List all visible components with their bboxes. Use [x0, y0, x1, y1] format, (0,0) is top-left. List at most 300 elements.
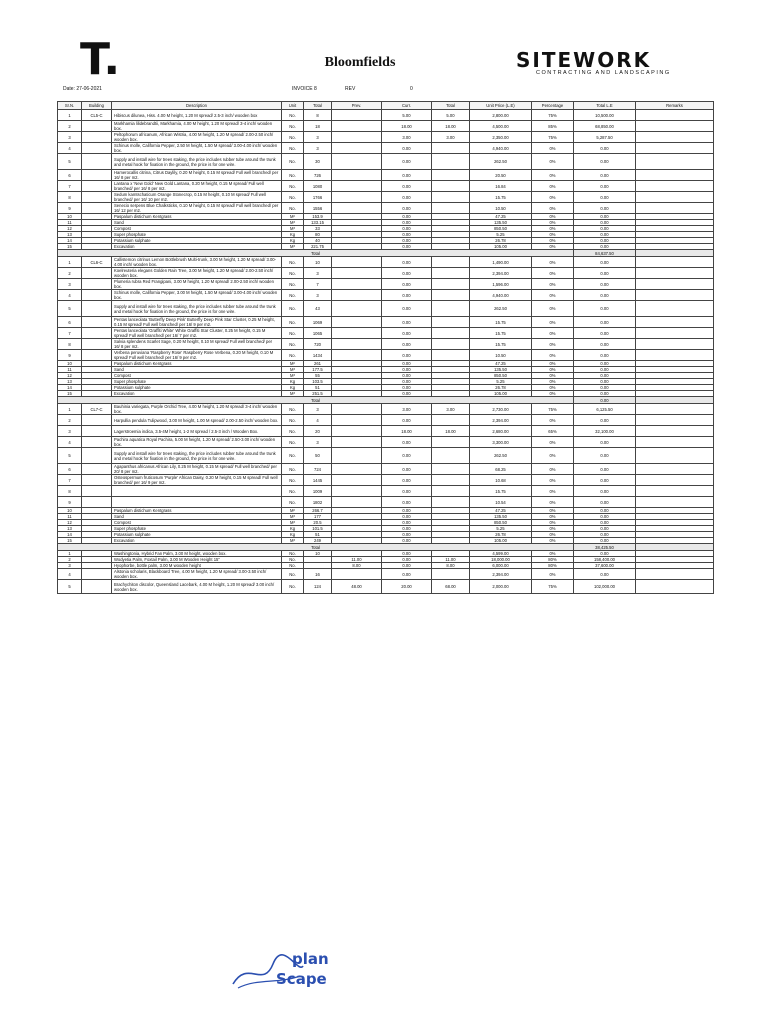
table-cell: No. [282, 301, 304, 317]
table-cell: 18.00 [382, 121, 432, 132]
table-cell [432, 257, 470, 268]
table-cell: 0% [532, 437, 574, 448]
table-cell [332, 404, 382, 415]
table-cell: 1 [58, 110, 82, 121]
table-cell: 2,394.00 [470, 415, 532, 426]
remarks-cell [636, 170, 714, 181]
table-cell: 10.54 [470, 497, 532, 508]
table-cell: Compost [112, 226, 282, 232]
table-cell [332, 339, 382, 350]
building-cell [82, 301, 112, 317]
table-cell: 20 [304, 426, 332, 437]
table-cell: 0% [532, 328, 574, 339]
table-cell: 4,940.00 [470, 143, 532, 154]
table-cell: 105.00 [470, 538, 532, 544]
table-cell: No. [282, 350, 304, 361]
remarks-cell [636, 279, 714, 290]
table-cell: 0.00 [574, 497, 636, 508]
table-cell: 4 [58, 290, 82, 301]
section-total-label: Total [58, 250, 574, 257]
table-cell: 3 [304, 268, 332, 279]
invoice-date: Date: 27-06-2021 [63, 86, 102, 92]
table-cell: Excavation [112, 391, 282, 397]
table-cell [432, 181, 470, 192]
table-cell: 0.00 [382, 526, 432, 532]
table-row [58, 143, 714, 154]
table-cell: 13 [58, 379, 82, 385]
table-cell: Super phosphate [112, 526, 282, 532]
table-cell: 0.00 [382, 569, 432, 580]
table-cell: Paspalum distichum Kentgrass [112, 361, 282, 367]
table-cell: M² [282, 508, 304, 514]
table-cell: 0% [532, 301, 574, 317]
table-cell: 0.00 [574, 203, 636, 214]
table-cell: 0.00 [382, 367, 432, 373]
table-cell [332, 279, 382, 290]
section-total-row [58, 544, 714, 551]
table-cell: 0% [532, 339, 574, 350]
table-cell: 0% [532, 143, 574, 154]
table-cell: 261 [304, 361, 332, 367]
table-cell: Supply and install wire for trees staking, the price includes rubber tube around the trunk and metal hook for fixation in the ground, the price is for one wire. [112, 301, 282, 317]
table-cell: 249 [304, 538, 332, 544]
table-cell: 15 [58, 244, 82, 250]
table-cell: 102,000.00 [574, 580, 636, 594]
table-cell: 0% [532, 551, 574, 557]
table-cell: 0.00 [382, 339, 432, 350]
table-cell: 0.00 [382, 143, 432, 154]
table-cell: 8.00 [332, 563, 382, 569]
table-cell [432, 203, 470, 214]
table-cell: 850.50 [470, 520, 532, 526]
table-row [58, 328, 714, 339]
table-cell: 0% [532, 192, 574, 203]
table-cell: 68.00 [432, 580, 470, 594]
remarks-cell [636, 317, 714, 328]
table-cell: 20.50 [470, 170, 532, 181]
table-cell: 26.78 [470, 532, 532, 538]
table-cell: 0% [532, 475, 574, 486]
table-row [58, 339, 714, 350]
table-cell: 11 [58, 367, 82, 373]
table-cell: Schinus molle, California Pepper, 2.50 M height, 1.50 M spread/ 3.00-4.00 inch/ wooden box. [112, 143, 282, 154]
table-row [58, 181, 714, 192]
table-row [58, 203, 714, 214]
table-cell: 0.00 [574, 301, 636, 317]
table-cell: 15.75 [470, 317, 532, 328]
table-cell: 0% [532, 170, 574, 181]
table-cell: 3 [304, 143, 332, 154]
table-cell: 0.00 [382, 448, 432, 464]
building-cell [82, 170, 112, 181]
rev-value: 0 [410, 86, 413, 92]
company-logo [80, 34, 121, 85]
table-cell [432, 279, 470, 290]
table-cell [432, 301, 470, 317]
table-cell: No. [282, 563, 304, 569]
table-cell: 0.00 [382, 301, 432, 317]
table-cell: Lagerstroemia indica, 3.5-4M height, 1-2 M spread / 2.5-3 inch / Wooden Box. [112, 426, 282, 437]
table-row [58, 464, 714, 475]
table-cell: 0.00 [574, 379, 636, 385]
table-cell [332, 181, 382, 192]
table-cell [432, 437, 470, 448]
table-cell: 1 [58, 404, 82, 415]
table-cell: No. [282, 339, 304, 350]
table-cell: Senecio serpens Blue Chalksticks, 0.10 M height, 0.15 M spread/ Full well branched/ per 16/ 12 per m2. [112, 203, 282, 214]
table-cell: 0.00 [574, 290, 636, 301]
table-cell: Brachychiton discolor, Queensland Lacebark, 4.00 M height, 1.20 M spread/ 3.00 inch/ wooden box. [112, 580, 282, 594]
table-cell: 7 [304, 279, 332, 290]
table-cell: 3,300.00 [470, 437, 532, 448]
table-cell: 0% [532, 514, 574, 520]
table-cell: 135.50 [470, 514, 532, 520]
table-cell: 0% [532, 244, 574, 250]
table-cell: 720 [304, 339, 332, 350]
table-cell [332, 464, 382, 475]
table-cell: 5 [58, 301, 82, 317]
table-cell: 0.00 [382, 557, 432, 563]
remarks-cell [636, 192, 714, 203]
table-row [58, 257, 714, 268]
table-cell: No. [282, 143, 304, 154]
table-cell: 1,596.00 [470, 279, 532, 290]
table-cell: 14 [58, 532, 82, 538]
building-cell [82, 415, 112, 426]
table-cell: 0.00 [574, 220, 636, 226]
table-cell: 724 [304, 464, 332, 475]
table-cell: 6,000.00 [470, 563, 532, 569]
building-cell [82, 290, 112, 301]
table-cell: 0% [532, 214, 574, 220]
table-cell: Verbena peruviana 'Raspberry Rose' Raspberry Rose Verbena, 0.20 M height, 0.10 M spread/ Full well branched/ per 16/ 9 per m2. [112, 350, 282, 361]
table-cell: 2,350.00 [470, 132, 532, 143]
table-cell: 10.68 [470, 475, 532, 486]
table-cell: 5,287.50 [574, 132, 636, 143]
table-cell: 3.00 [432, 404, 470, 415]
table-cell: 75% [532, 132, 574, 143]
building-cell [82, 497, 112, 508]
table-cell: No. [282, 192, 304, 203]
building-cell [82, 328, 112, 339]
table-cell: 0.00 [382, 437, 432, 448]
table-cell: 6 [58, 170, 82, 181]
table-cell: 6,125.50 [574, 404, 636, 415]
table-cell: Kg [282, 238, 304, 244]
table-cell: Pentas lanceolata 'Graffiti White' White Graffiti Star Cluster, 0.25 M height, 0.15 M spread/ Full well branched/ per 16/ 7 per m2. [112, 328, 282, 339]
table-cell [332, 350, 382, 361]
table-cell: Hibiscus dilunea, Hiss. 4.00 M height, 1.20 M spread/ 2.5-3 inch/ wooden box [112, 110, 282, 121]
table-cell: 2,394.00 [470, 268, 532, 279]
table-cell: 0% [532, 220, 574, 226]
table-cell: 0.00 [574, 508, 636, 514]
table-cell: 0.00 [382, 220, 432, 226]
table-cell [332, 475, 382, 486]
table-cell: Kg [282, 385, 304, 391]
table-cell: 32,100.00 [574, 426, 636, 437]
table-cell: 0.00 [382, 350, 432, 361]
table-cell: 1 [58, 257, 82, 268]
table-cell: Potassium sulphate [112, 532, 282, 538]
table-cell [332, 415, 382, 426]
table-cell: 0% [532, 391, 574, 397]
table-row [58, 317, 714, 328]
table-cell: 15.75 [470, 328, 532, 339]
table-cell: 15.75 [470, 192, 532, 203]
table-cell: 0.00 [382, 328, 432, 339]
table-cell [332, 143, 382, 154]
table-row [58, 290, 714, 301]
remarks-cell [636, 426, 714, 437]
table-cell: 30 [304, 154, 332, 170]
table-cell: No. [282, 290, 304, 301]
table-cell: 0.00 [382, 290, 432, 301]
table-cell: 4 [58, 437, 82, 448]
table-cell [432, 569, 470, 580]
remarks-cell [636, 350, 714, 361]
remarks-cell [636, 268, 714, 279]
table-cell: 0.00 [574, 373, 636, 379]
table-cell: 3 [58, 279, 82, 290]
table-cell: No. [282, 110, 304, 121]
table-cell: 4 [304, 415, 332, 426]
table-row [58, 350, 714, 361]
table-cell [332, 317, 382, 328]
table-cell: Salvia splendens Scarlet Sage, 0.20 M height, 0.10 M spread/ Full well branched/ per 16/ 8 per m2. [112, 339, 282, 350]
table-cell: Potassium sulphate [112, 238, 282, 244]
table-cell: 266.7 [304, 508, 332, 514]
table-cell: M² [282, 214, 304, 220]
table-cell: 5 [58, 580, 82, 594]
table-cell: Alstonia scholaris, Blackboard Tree, 4.00 M height, 1.20 M spread/ 3.00-3.50 inch/ wooden box. [112, 569, 282, 580]
table-cell: 0% [532, 508, 574, 514]
table-cell: 33 [304, 226, 332, 232]
table-cell: Plumeria rubra Red Frangipani, 3.00 M height, 1.20 M spread/ 2.00-2.50 inch/ wooden box. [112, 279, 282, 290]
table-cell: 3 [304, 437, 332, 448]
table-cell: 80% [532, 557, 574, 563]
table-row [58, 404, 714, 415]
table-cell: 26.78 [470, 385, 532, 391]
table-cell: 10.50 [470, 350, 532, 361]
table-cell [332, 486, 382, 497]
table-cell [332, 437, 382, 448]
table-cell: No. [282, 154, 304, 170]
table-row [58, 475, 714, 486]
remarks-cell [636, 143, 714, 154]
table-cell: Pachira aquatica Royal Pachira, 5.00 M height, 1.20 M spread/ 2.50-3.00 inch/ wooden box. [112, 437, 282, 448]
table-row [58, 486, 714, 497]
table-cell: 15.75 [470, 486, 532, 497]
table-cell: 2 [58, 268, 82, 279]
table-cell: 18.00 [382, 426, 432, 437]
table-cell: 80% [532, 563, 574, 569]
table-cell: 0.00 [382, 475, 432, 486]
table-cell: 262.50 [470, 301, 532, 317]
table-cell: 0.00 [382, 379, 432, 385]
table-cell [432, 497, 470, 508]
table-cell: 4,940.00 [470, 290, 532, 301]
remarks-cell [636, 181, 714, 192]
building-cell: CL7-C [82, 404, 112, 415]
table-cell: Compost [112, 373, 282, 379]
table-cell: 12 [58, 520, 82, 526]
remarks-cell [636, 486, 714, 497]
table-cell: Excavation [112, 538, 282, 544]
table-cell: 1009 [304, 486, 332, 497]
table-row [58, 154, 714, 170]
table-cell: 0.00 [574, 154, 636, 170]
table-cell: Lantana x 'New Gold' New Gold Lantana, 0.20 M height, 0.15 M spread/ Full well branched/ per 16/ 8 per m2. [112, 181, 282, 192]
table-cell: 2 [58, 557, 82, 563]
table-cell: 11.00 [432, 557, 470, 563]
table-row [58, 497, 714, 508]
table-cell [332, 257, 382, 268]
building-cell [82, 448, 112, 464]
table-cell: M³ [282, 520, 304, 526]
table-cell: 0.00 [574, 437, 636, 448]
table-cell: 0.00 [382, 257, 432, 268]
table-row [58, 121, 714, 132]
remarks-cell [636, 290, 714, 301]
table-cell: 153.9 [304, 214, 332, 220]
table-cell: No. [282, 426, 304, 437]
building-cell [82, 121, 112, 132]
table-cell: 1556 [304, 203, 332, 214]
table-cell [432, 486, 470, 497]
table-cell: 0.00 [382, 486, 432, 497]
table-cell: 0.00 [574, 214, 636, 220]
table-cell: M² [282, 361, 304, 367]
table-cell: Sand [112, 220, 282, 226]
remarks-cell [636, 415, 714, 426]
table-cell: 0.00 [574, 143, 636, 154]
table-cell: 0.00 [382, 244, 432, 250]
stamp-line-1: plan [292, 950, 329, 968]
sitework-subtitle: CONTRACTING AND LANDSCAPING [536, 70, 671, 76]
remarks-cell [636, 110, 714, 121]
table-cell: 0.00 [574, 514, 636, 520]
table-cell: Kg [282, 532, 304, 538]
table-cell: 0% [532, 385, 574, 391]
remarks-cell [636, 580, 714, 594]
remarks-cell [636, 301, 714, 317]
table-cell: 3 [58, 132, 82, 143]
table-cell: 0.00 [382, 415, 432, 426]
table-cell: 135.50 [470, 367, 532, 373]
table-cell: No. [282, 551, 304, 557]
table-cell: 133.15 [304, 220, 332, 226]
table-row [58, 569, 714, 580]
table-cell: 1 [58, 551, 82, 557]
table-cell [332, 448, 382, 464]
table-cell: 3.00 [432, 132, 470, 143]
table-cell: Markhamia lilidebrandtii, Markhamia, 4.00 M height, 1.20 M spread/ 3-4 inch/ wooden box. [112, 121, 282, 132]
table-cell: 10.50 [470, 203, 532, 214]
table-cell: 18,000.00 [470, 557, 532, 563]
table-cell: 0.00 [574, 268, 636, 279]
table-cell: No. [282, 557, 304, 563]
document-title: Bloomfields [324, 55, 396, 70]
remarks-cell [636, 475, 714, 486]
table-cell [332, 268, 382, 279]
table-cell: 1,490.00 [470, 257, 532, 268]
table-cell: 65% [532, 426, 574, 437]
table-cell: 75% [532, 110, 574, 121]
table-cell: 10 [58, 214, 82, 220]
table-cell: No. [282, 257, 304, 268]
table-cell: 0% [532, 373, 574, 379]
table-cell: No. [282, 497, 304, 508]
table-cell: No. [282, 404, 304, 415]
table-cell: No. [282, 170, 304, 181]
table-row [58, 170, 714, 181]
table-cell: 3 [58, 426, 82, 437]
table-cell: 0% [532, 569, 574, 580]
table-cell: 5.25 [470, 526, 532, 532]
table-cell: No. [282, 121, 304, 132]
table-cell [332, 121, 382, 132]
building-cell [82, 203, 112, 214]
table-cell: 8 [58, 192, 82, 203]
table-cell: Hamerocallis citrina, Citrus Daylily, 0.20 M height, 0.15 M spread/ Full well branched/ per 16/ 8 per m2. [112, 170, 282, 181]
table-cell: M³ [282, 244, 304, 250]
table-cell: 68,850.00 [574, 121, 636, 132]
table-cell [432, 350, 470, 361]
table-cell: 2 [58, 121, 82, 132]
table-cell: 0.00 [574, 569, 636, 580]
table-cell: No. [282, 580, 304, 594]
table-cell: 4 [58, 143, 82, 154]
table-cell: Bauhinia variegata, Purple Orchid Tree, 4.00 M height, 1.20 M spread/ 3-4 inch/ wooden box. [112, 404, 282, 415]
table-cell: M³ [282, 391, 304, 397]
table-cell: 0.00 [574, 532, 636, 538]
table-cell: Paspalum distichum Kentgrass [112, 508, 282, 514]
table-cell: 0.00 [574, 257, 636, 268]
table-cell: 6 [58, 317, 82, 328]
table-cell: 11.00 [332, 557, 382, 563]
table-cell: 15.75 [470, 339, 532, 350]
remarks-cell [636, 328, 714, 339]
table-cell: 3 [304, 404, 332, 415]
building-cell [82, 339, 112, 350]
table-cell: M³ [282, 373, 304, 379]
table-cell: 18.00 [432, 426, 470, 437]
table-cell [332, 192, 382, 203]
building-cell [82, 464, 112, 475]
table-cell [432, 448, 470, 464]
table-cell: 1802 [304, 497, 332, 508]
table-cell: No. [282, 279, 304, 290]
table-cell: 12 [58, 226, 82, 232]
table-cell: 135.50 [470, 220, 532, 226]
table-cell: 0% [532, 203, 574, 214]
table-cell: 124 [304, 580, 332, 594]
table-cell: Peltophorum africanum, African Wistria, 4.00 M height, 1.20 M spread/ 2.00-2.50 inch/ wooden box. [112, 132, 282, 143]
table-cell: 10 [304, 551, 332, 557]
table-cell [332, 328, 382, 339]
table-cell: 105.00 [470, 244, 532, 250]
table-cell: 7 [58, 475, 82, 486]
table-cell: 0.00 [382, 170, 432, 181]
table-cell: 0.00 [574, 415, 636, 426]
table-cell: 0.00 [382, 203, 432, 214]
table-cell: Supply and install wire for trees staking, the price includes rubber tube around the trunk and metal hook for fixation in the ground, the price is for one wire. [112, 154, 282, 170]
remarks-cell [636, 203, 714, 214]
table-cell: No. [282, 415, 304, 426]
building-cell [82, 486, 112, 497]
table-cell: 8 [304, 110, 332, 121]
table-cell: 3.00 [382, 132, 432, 143]
